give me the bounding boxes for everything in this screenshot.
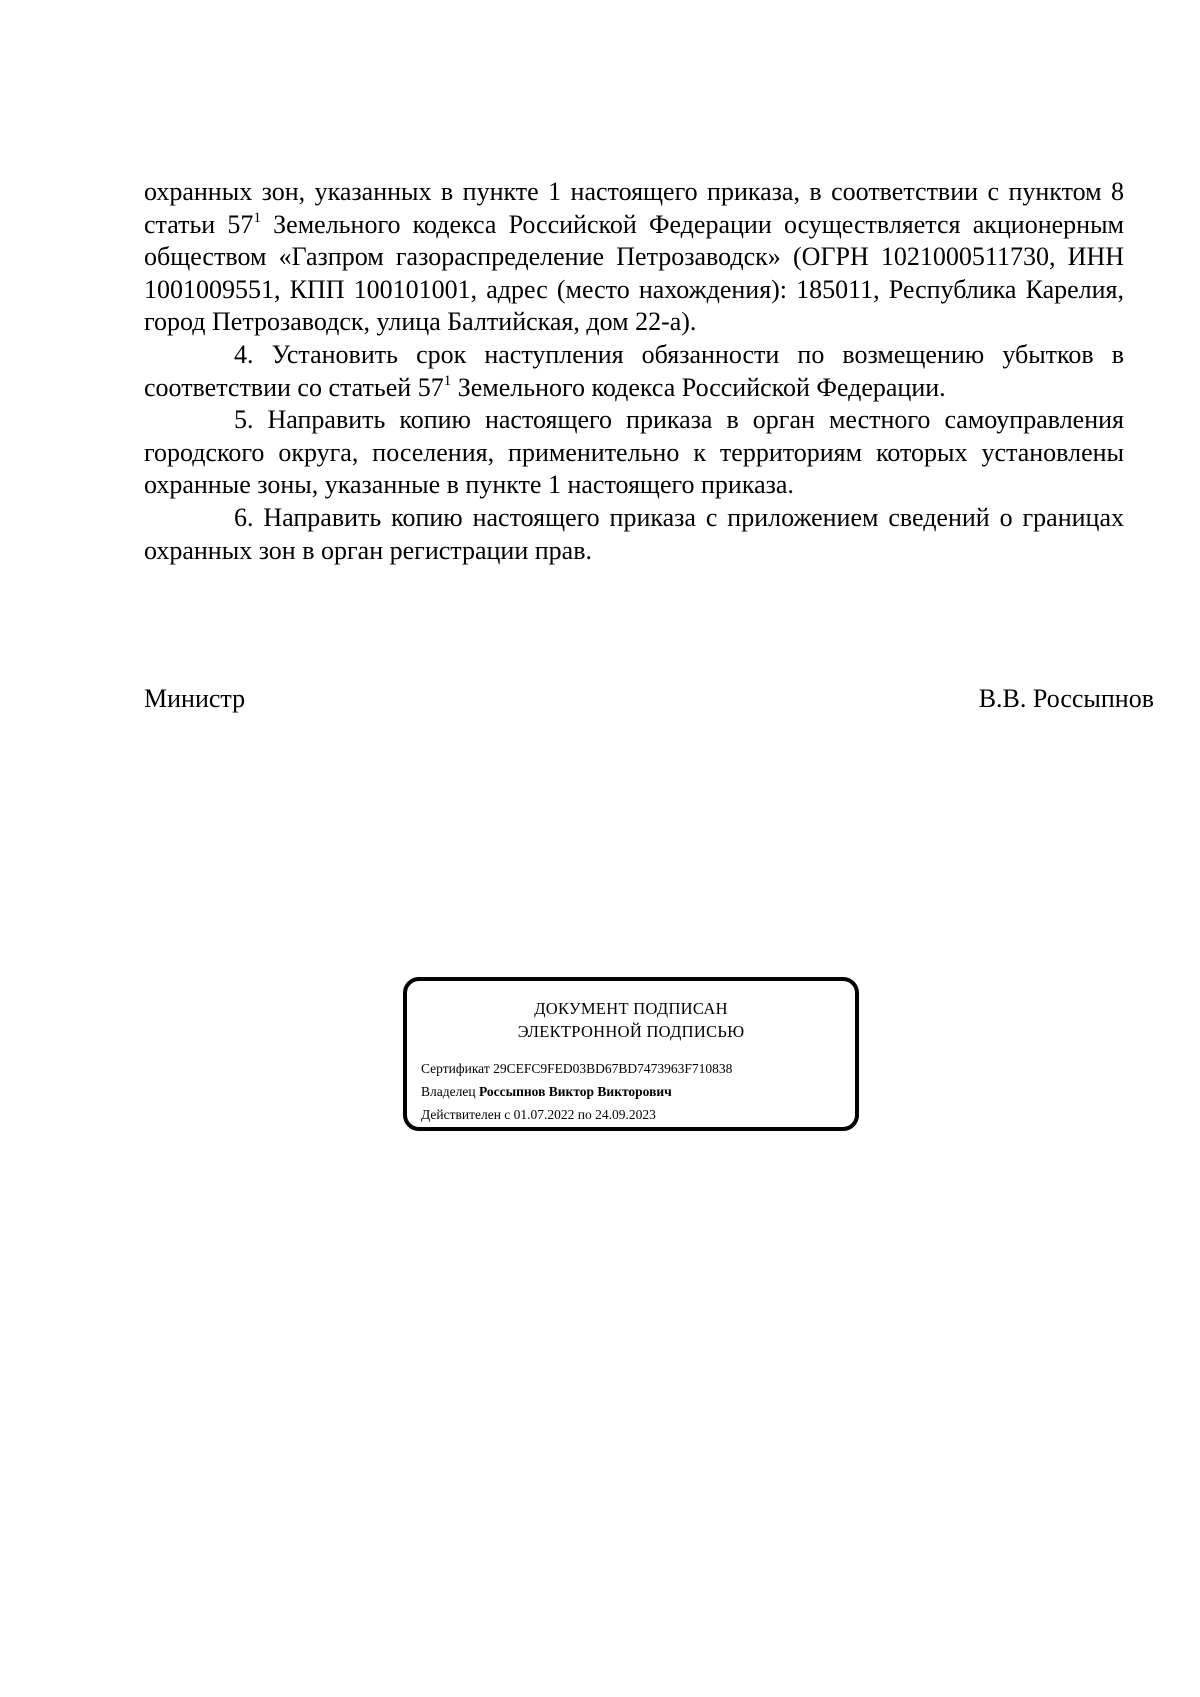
stamp-heading xyxy=(407,997,855,1043)
certificate-value: 29CEFC9FED03BD67BD7473963F710838 xyxy=(493,1061,733,1076)
document-body xyxy=(144,176,1124,567)
valid-label: Действителен с xyxy=(421,1107,511,1122)
owner-value: Россыпнов Виктор Викторович xyxy=(478,1084,672,1099)
stamp-validity-row xyxy=(421,1103,845,1126)
paragraph-item-6: 6. Направить копию настоящего приказа с приложением сведений о границах охранных зон в орган регистрации прав. xyxy=(144,502,1124,565)
paragraph-item-5: 5. Направить копию настоящего приказа в орган местного самоуправления городского округа, поселения, применительно к территориям которых установлены охранные зоны, указанные в пункте 1 настоящего приказа. xyxy=(144,405,1124,500)
owner-label: Владелец xyxy=(421,1084,476,1099)
stamp-heading-line: ДОКУМЕНТ ПОДПИСАН xyxy=(534,999,728,1018)
paragraph-item-4 xyxy=(144,339,1124,404)
paragraph-text: Земельного кодекса Российской Федерации. xyxy=(451,372,946,402)
electronic-signature-stamp xyxy=(403,977,859,1131)
certificate-label: Сертификат xyxy=(421,1061,490,1076)
signer-position: Министр xyxy=(144,684,246,713)
signer-name: В.В. Россыпнов xyxy=(978,684,1154,713)
stamp-owner-row xyxy=(421,1080,845,1103)
stamp-details xyxy=(421,1057,845,1126)
paragraph-text: охранных зон, указанных в пункте 1 настоящего приказа, в соответствии с пунктом 8 статьи 57 xyxy=(144,177,1124,239)
stamp-heading-line: ЭЛЕКТРОННОЙ ПОДПИСЬЮ xyxy=(517,1022,745,1041)
paragraph-operator-info xyxy=(144,176,1124,339)
superscript: 1 xyxy=(443,372,452,389)
valid-to: 24.09.2023 xyxy=(595,1107,656,1122)
paragraph-text: 4. Установить срок наступления обязанности по возмещению убытков в соответствии со статьей 57 xyxy=(144,339,1124,402)
signature-line xyxy=(144,684,1154,718)
valid-from: 01.07.2022 xyxy=(513,1107,575,1122)
superscript: 1 xyxy=(253,209,261,226)
stamp-certificate-row xyxy=(421,1057,845,1080)
paragraph-text: Земельного кодекса Российской Федерации осуществляется акционерным обществом «Газпром газораспределение Петрозаводск» (ОГРН 1021000511730, ИНН 1001009551, КПП 100101001, адрес (место нахождения): 185011, Республика Карелия, город Петрозаводск, улица Балтийская, дом 22-а). xyxy=(144,209,1124,337)
valid-to-label: по xyxy=(577,1107,592,1122)
